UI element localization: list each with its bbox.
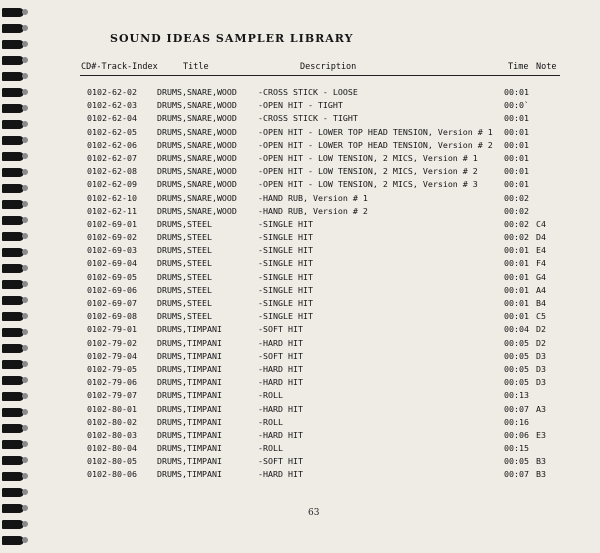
row-title: DRUMS,TIMPANI <box>157 363 222 374</box>
row-title: DRUMS,STEEL <box>157 311 212 322</box>
row-index: 0102-79-04 <box>87 350 137 361</box>
row-title: DRUMS,TIMPANI <box>157 456 222 467</box>
row-description: -SINGLE HIT <box>258 284 313 295</box>
column-header-note: Note <box>536 62 557 72</box>
table-row <box>0 377 600 390</box>
binding-hole <box>22 57 28 63</box>
row-title: DRUMS,SNARE,WOOD <box>157 152 237 163</box>
row-index: 0102-79-07 <box>87 390 137 401</box>
row-title: DRUMS,SNARE,WOOD <box>157 113 237 124</box>
row-index: 0102-80-02 <box>87 416 137 427</box>
row-time: 00:01 <box>504 179 529 190</box>
row-time: 00:01 <box>504 271 529 282</box>
row-title: DRUMS,SNARE,WOOD <box>157 192 237 203</box>
page-number: 63 <box>308 508 320 518</box>
row-description: -HARD HIT <box>258 429 303 440</box>
row-description: -HARD HIT <box>258 377 303 388</box>
row-time: 00:13 <box>504 390 529 401</box>
table-row <box>0 390 600 403</box>
binding-hole <box>22 521 28 527</box>
row-time: 00:01 <box>504 126 529 137</box>
row-description: -SINGLE HIT <box>258 245 313 256</box>
table-row <box>0 232 600 245</box>
row-note: E4 <box>536 245 546 256</box>
row-title: DRUMS,SNARE,WOOD <box>157 100 237 111</box>
table-row <box>0 351 600 364</box>
row-description: -HARD HIT <box>258 469 303 480</box>
row-title: DRUMS,SNARE,WOOD <box>157 139 237 150</box>
row-note: D4 <box>536 232 546 243</box>
row-time: 00:07 <box>504 469 529 480</box>
row-time: 00:01 <box>504 258 529 269</box>
row-time: 00:01 <box>504 298 529 308</box>
row-time: 00:01 <box>504 245 529 256</box>
row-description: -SOFT HIT <box>258 456 303 467</box>
table-row <box>0 324 600 337</box>
row-description: -HAND RUB, Version # 1 <box>258 192 368 203</box>
binding-coil <box>2 72 24 81</box>
row-index: 0102-62-10 <box>87 192 137 203</box>
row-title: DRUMS,TIMPANI <box>157 429 222 440</box>
row-time: 00:01 <box>504 311 529 322</box>
row-time: 00:04 <box>504 324 529 335</box>
row-title: DRUMS,SNARE,WOOD <box>157 126 237 137</box>
row-description: -ROLL <box>258 443 283 454</box>
table-row <box>0 87 600 100</box>
row-description: -HARD HIT <box>258 403 303 414</box>
table-row <box>0 127 600 140</box>
column-header-description: Description <box>300 62 357 72</box>
binding-hole <box>22 9 28 15</box>
row-note: C5 <box>536 311 546 322</box>
row-note: C4 <box>536 218 546 229</box>
binding-coil <box>2 520 24 529</box>
row-time: 00:05 <box>504 456 529 467</box>
row-description: -ROLL <box>258 416 283 427</box>
binding-hole <box>22 41 28 47</box>
binding-hole <box>22 73 28 79</box>
row-index: 0102-69-06 <box>87 284 137 295</box>
row-index: 0102-80-05 <box>87 456 137 467</box>
row-description: -SINGLE HIT <box>258 271 313 282</box>
row-description: -SINGLE HIT <box>258 258 313 269</box>
table-row <box>0 404 600 417</box>
binding-hole <box>22 505 28 511</box>
row-time: 00:06 <box>504 429 529 440</box>
table-row <box>0 364 600 377</box>
row-description: -OPEN HIT - LOWER TOP HEAD TENSION, Version # 1 <box>258 126 493 137</box>
row-index: 0102-79-05 <box>87 363 137 374</box>
table-row <box>0 140 600 153</box>
row-index: 0102-62-07 <box>87 152 137 163</box>
table-row <box>0 258 600 271</box>
row-description: -OPEN HIT - LOW TENSION, 2 MICS, Version # 1 <box>258 152 478 163</box>
column-header-title: Title <box>183 62 209 72</box>
row-note: D3 <box>536 350 546 361</box>
row-title: DRUMS,STEEL <box>157 284 212 295</box>
table-row <box>0 456 600 469</box>
row-index: 0102-69-01 <box>87 218 137 229</box>
row-title: DRUMS,TIMPANI <box>157 403 222 414</box>
binding-coil <box>2 24 24 33</box>
row-index: 0102-62-11 <box>87 205 137 216</box>
row-description: -SINGLE HIT <box>258 232 313 243</box>
row-note: D3 <box>536 363 546 374</box>
row-description: -SINGLE HIT <box>258 298 313 308</box>
row-index: 0102-69-08 <box>87 311 137 322</box>
table-row <box>0 113 600 126</box>
table-row <box>0 311 600 324</box>
row-index: 0102-62-03 <box>87 100 137 111</box>
table-row <box>0 443 600 456</box>
row-description: -SOFT HIT <box>258 350 303 361</box>
table-row <box>0 179 600 192</box>
row-time: 00:16 <box>504 416 529 427</box>
row-title: DRUMS,TIMPANI <box>157 350 222 361</box>
row-description: -CROSS STICK - TIGHT <box>258 113 358 124</box>
row-description: -SINGLE HIT <box>258 311 313 322</box>
row-time: 00:05 <box>504 350 529 361</box>
row-note: A3 <box>536 403 546 414</box>
row-index: 0102-62-04 <box>87 113 137 124</box>
row-title: DRUMS,TIMPANI <box>157 324 222 335</box>
row-title: DRUMS,STEEL <box>157 218 212 229</box>
column-header-index: CD#-Track-Index <box>81 62 158 72</box>
table-row <box>0 100 600 113</box>
row-index: 0102-69-07 <box>87 298 137 308</box>
row-title: DRUMS,TIMPANI <box>157 416 222 427</box>
row-index: 0102-69-02 <box>87 232 137 243</box>
table-row <box>0 153 600 166</box>
row-time: 00:15 <box>504 443 529 454</box>
table-row <box>0 193 600 206</box>
row-description: -HAND RUB, Version # 2 <box>258 205 368 216</box>
table-row <box>0 219 600 232</box>
row-title: DRUMS,TIMPANI <box>157 337 222 348</box>
row-index: 0102-79-06 <box>87 377 137 388</box>
binding-coil <box>2 56 24 65</box>
row-title: DRUMS,SNARE,WOOD <box>157 179 237 190</box>
table-row <box>0 272 600 285</box>
row-title: DRUMS,TIMPANI <box>157 390 222 401</box>
table-row <box>0 417 600 430</box>
row-note: G4 <box>536 271 546 282</box>
row-index: 0102-62-09 <box>87 179 137 190</box>
row-description: -OPEN HIT - LOW TENSION, 2 MICS, Version # 2 <box>258 166 478 177</box>
row-time: 00:02 <box>504 205 529 216</box>
row-index: 0102-62-02 <box>87 87 137 97</box>
row-index: 0102-80-04 <box>87 443 137 454</box>
row-note: F4 <box>536 258 546 269</box>
row-index: 0102-80-03 <box>87 429 137 440</box>
row-description: -OPEN HIT - TIGHT <box>258 100 343 111</box>
row-note: A4 <box>536 284 546 295</box>
sample-table <box>0 87 600 483</box>
row-description: -CROSS STICK - LOOSE <box>258 87 358 97</box>
binding-coil <box>2 504 24 513</box>
row-note: D2 <box>536 337 546 348</box>
row-time: 00:02 <box>504 218 529 229</box>
row-time: 00:0` <box>504 100 529 111</box>
row-time: 00:01 <box>504 87 529 97</box>
row-time: 00:01 <box>504 166 529 177</box>
row-time: 00:05 <box>504 363 529 374</box>
row-time: 00:05 <box>504 377 529 388</box>
table-row <box>0 206 600 219</box>
binding-coil <box>2 8 24 17</box>
row-time: 00:02 <box>504 232 529 243</box>
row-title: DRUMS,TIMPANI <box>157 443 222 454</box>
row-description: -SINGLE HIT <box>258 218 313 229</box>
row-time: 00:01 <box>504 139 529 150</box>
row-title: DRUMS,STEEL <box>157 258 212 269</box>
row-description: -HARD HIT <box>258 363 303 374</box>
binding-coil <box>2 40 24 49</box>
row-index: 0102-79-02 <box>87 337 137 348</box>
row-index: 0102-80-06 <box>87 469 137 480</box>
header-rule <box>80 75 560 76</box>
row-title: DRUMS,SNARE,WOOD <box>157 166 237 177</box>
row-title: DRUMS,STEEL <box>157 298 212 308</box>
binding-hole <box>22 25 28 31</box>
row-note: B4 <box>536 298 546 308</box>
row-index: 0102-69-05 <box>87 271 137 282</box>
row-index: 0102-80-01 <box>87 403 137 414</box>
row-title: DRUMS,STEEL <box>157 245 212 256</box>
row-index: 0102-69-04 <box>87 258 137 269</box>
row-index: 0102-62-08 <box>87 166 137 177</box>
row-note: D2 <box>536 324 546 335</box>
row-description: -OPEN HIT - LOW TENSION, 2 MICS, Version # 3 <box>258 179 478 190</box>
row-index: 0102-62-05 <box>87 126 137 137</box>
row-description: -HARD HIT <box>258 337 303 348</box>
row-time: 00:01 <box>504 284 529 295</box>
column-header-time: Time <box>508 62 529 72</box>
row-note: D3 <box>536 377 546 388</box>
table-row <box>0 469 600 482</box>
row-title: DRUMS,STEEL <box>157 232 212 243</box>
table-row <box>0 298 600 311</box>
row-description: -OPEN HIT - LOWER TOP HEAD TENSION, Version # 2 <box>258 139 493 150</box>
table-row <box>0 338 600 351</box>
row-index: 0102-62-06 <box>87 139 137 150</box>
binding-hole <box>22 537 28 543</box>
row-title: DRUMS,TIMPANI <box>157 377 222 388</box>
table-row <box>0 430 600 443</box>
binding-coil <box>2 488 24 497</box>
row-title: DRUMS,TIMPANI <box>157 469 222 480</box>
row-description: -ROLL <box>258 390 283 401</box>
row-time: 00:05 <box>504 337 529 348</box>
page-title: SOUND IDEAS SAMPLER LIBRARY <box>110 32 354 45</box>
row-note: B3 <box>536 469 546 480</box>
row-index: 0102-69-03 <box>87 245 137 256</box>
row-description: -SOFT HIT <box>258 324 303 335</box>
row-time: 00:07 <box>504 403 529 414</box>
table-row <box>0 285 600 298</box>
row-title: DRUMS,SNARE,WOOD <box>157 205 237 216</box>
row-index: 0102-79-01 <box>87 324 137 335</box>
binding-coil <box>2 536 24 545</box>
table-row <box>0 245 600 258</box>
row-time: 00:01 <box>504 113 529 124</box>
row-note: B3 <box>536 456 546 467</box>
row-time: 00:02 <box>504 192 529 203</box>
binding-hole <box>22 489 28 495</box>
table-row <box>0 166 600 179</box>
row-note: E3 <box>536 429 546 440</box>
row-title: DRUMS,STEEL <box>157 271 212 282</box>
row-time: 00:01 <box>504 152 529 163</box>
row-title: DRUMS,SNARE,WOOD <box>157 87 237 97</box>
